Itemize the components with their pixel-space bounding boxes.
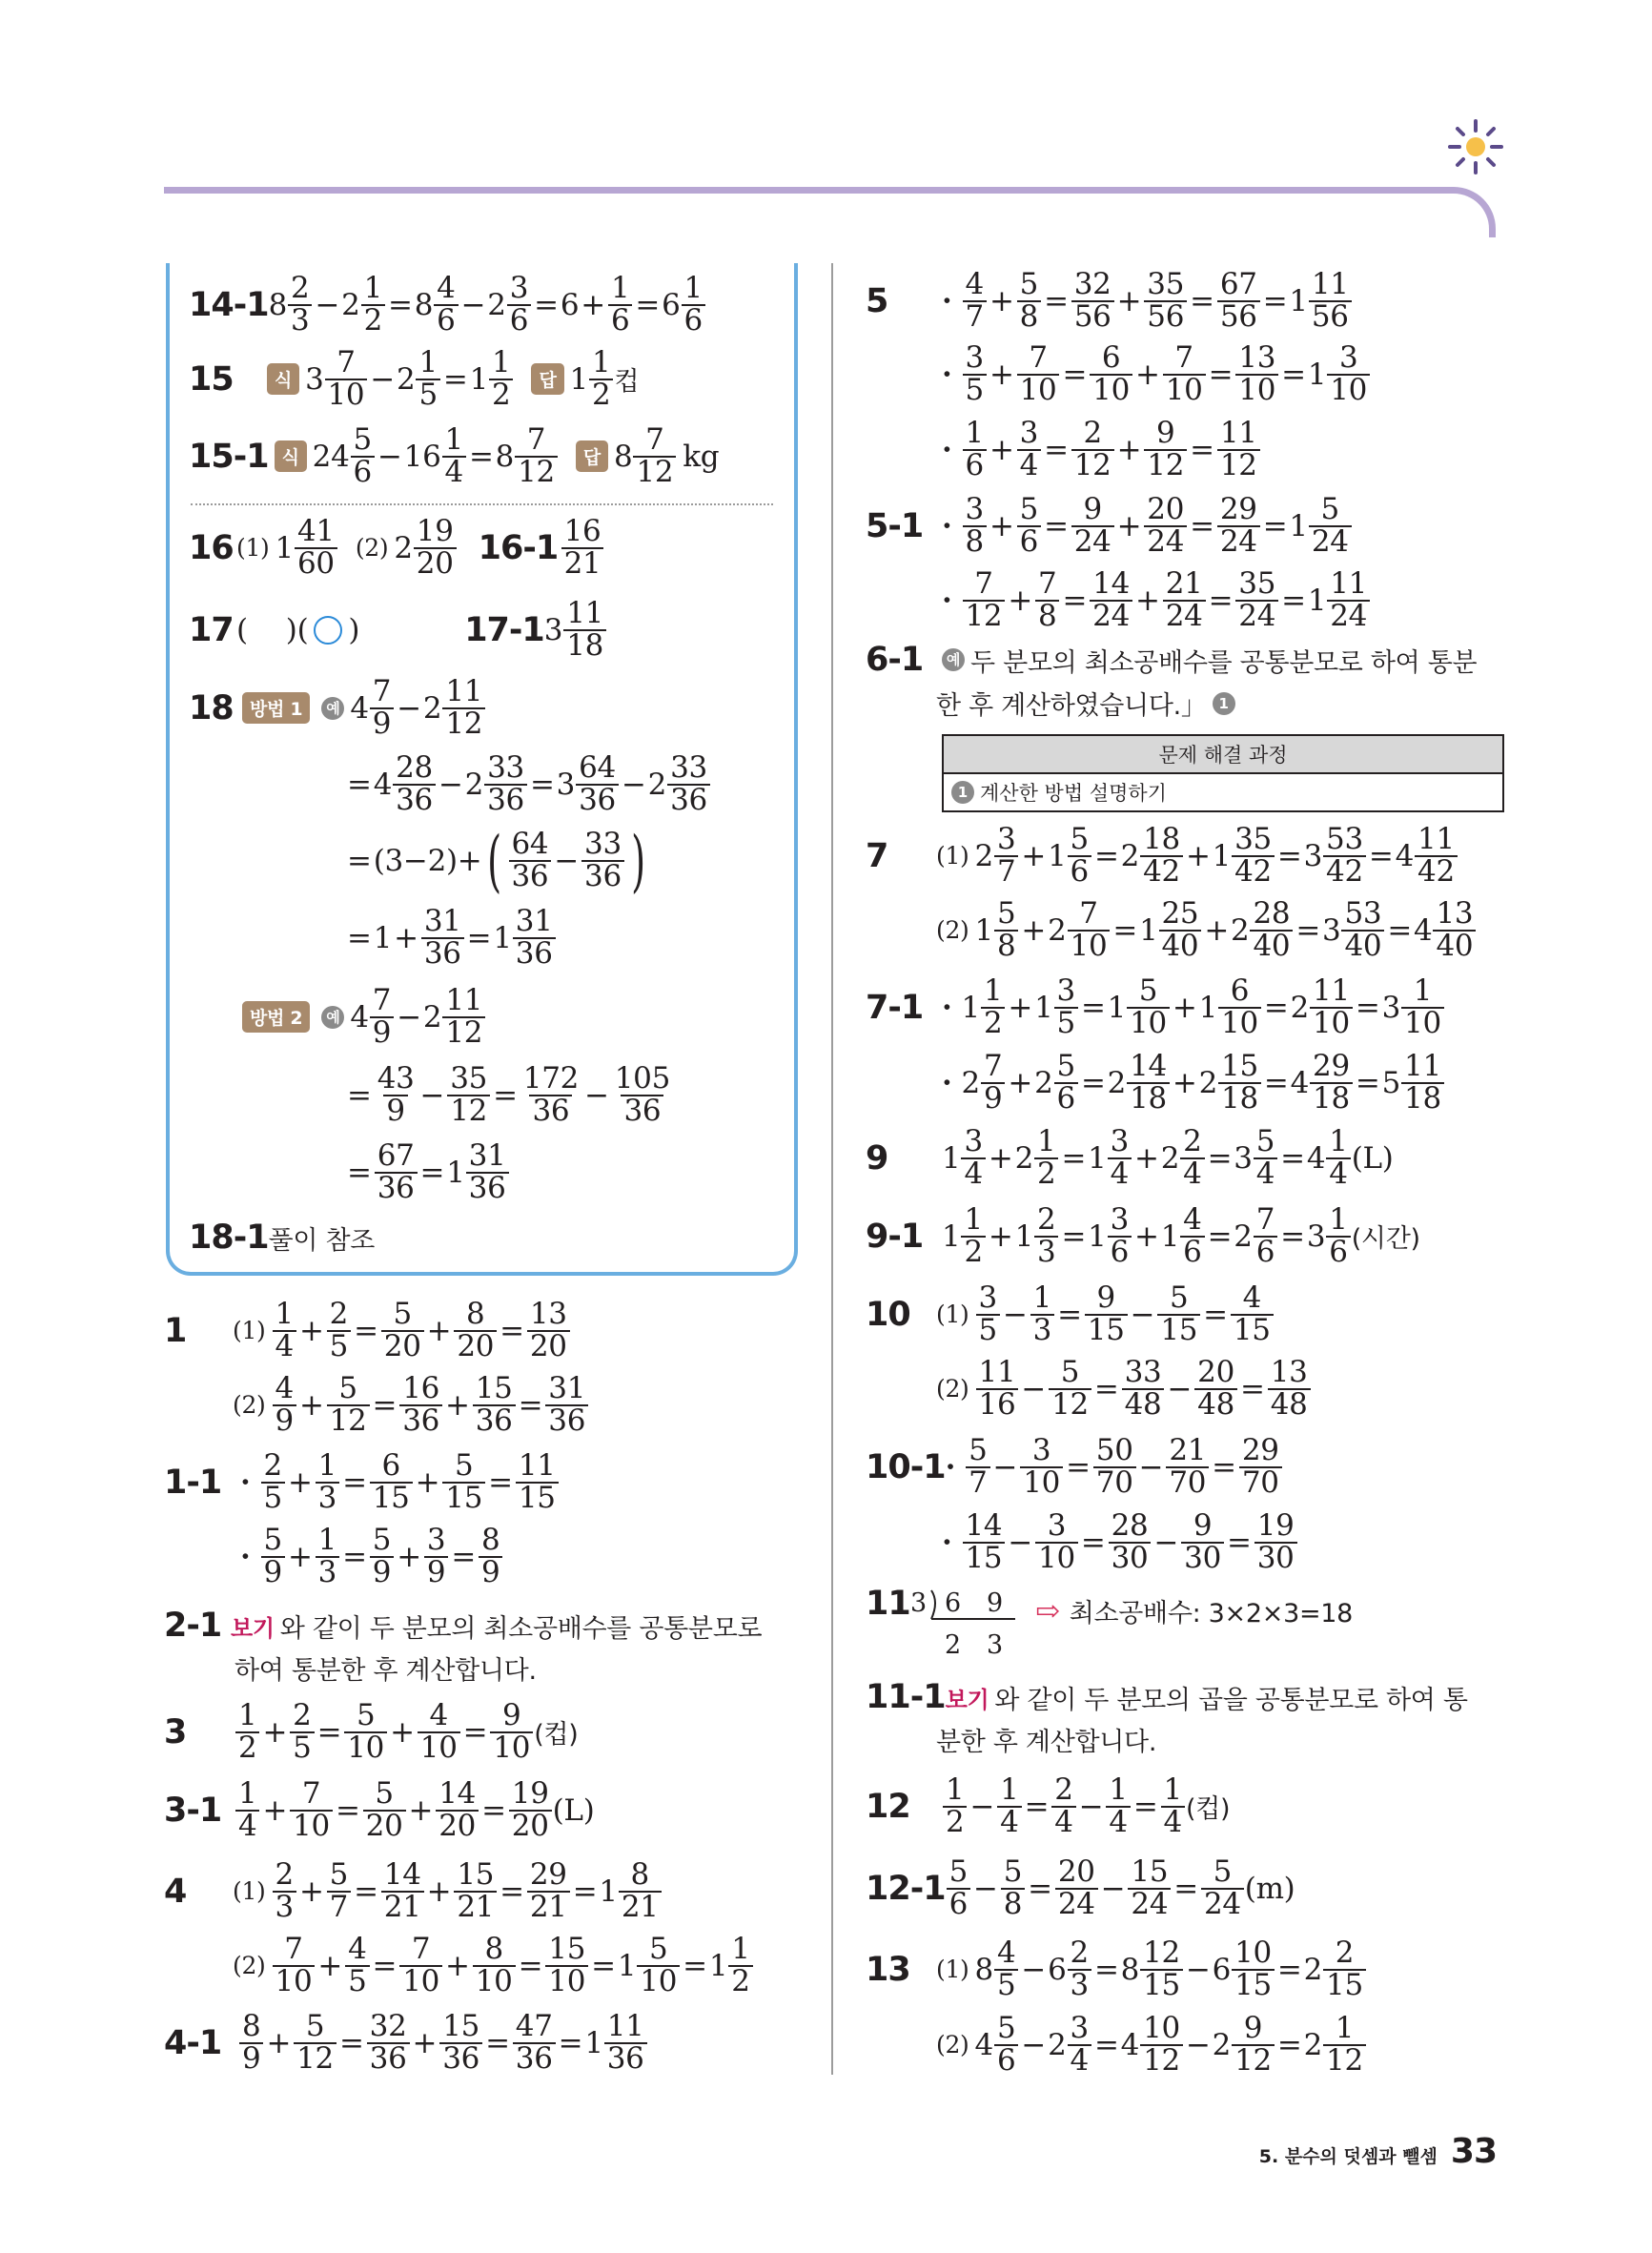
problem-number: 16-1	[478, 528, 559, 567]
header-rule	[164, 187, 1496, 237]
bogi-label: 보기	[231, 1614, 275, 1642]
problem-1: 1 (1) $\frac{1}{4}$ + $\frac{2}{5}$ = $\frac{5}{20}$ + $\frac{8}{20}$ = $\frac{13}{20}$	[164, 1300, 571, 1362]
step-mark: 1	[1213, 692, 1235, 715]
problem-18-method1: 18 방법 1 예 4 $\frac{7}{9}$ − 2 $\frac{11}{12}$	[189, 677, 486, 739]
problem-5-b: · $\frac{3}{5}$ + $\frac{7}{10}$ = $\frac{6}{10}$ + $\frac{7}{10}$ = $\frac{13}{10}$ = 1 $\frac{3}{10}$	[942, 343, 1371, 405]
unit: (컵)	[534, 1720, 579, 1751]
problem-number: 5-1	[866, 506, 924, 545]
problem-number: 17	[189, 610, 234, 649]
circle-mark-icon	[314, 616, 342, 645]
equation-line: = (3−2)+ ( $\frac{64}{36}$ − $\frac{33}{36}$ )	[347, 821, 645, 900]
problem-2-1-cont: 하여 통분한 후 계산합니다.	[235, 1656, 537, 1686]
part-label: (2)	[936, 2031, 969, 2059]
part-label: (1)	[233, 1317, 266, 1345]
problem-number: 16	[189, 528, 234, 567]
page-footer	[1259, 2132, 1497, 2171]
problem-4-part2: (2) $\frac{7}{10}$ + $\frac{4}{5}$ = $\frac{7}{10}$ + $\frac{8}{10}$ = $\frac{15}{10}$ = 1 $\frac{5}{10}$ = 1 $\frac{1}{2}$	[233, 1935, 754, 1997]
problem-number: 13	[866, 1950, 910, 1989]
problem-number: 9	[866, 1138, 888, 1178]
arrow-icon: ⇨	[1035, 1593, 1060, 1628]
problem-9: 9 1 $\frac{3}{4}$ + 2 $\frac{1}{2}$ = 1 $\frac{3}{4}$ + 2 $\frac{2}{4}$ = 3 $\frac{5}{4}$ = 4 $\frac{1}{4}$ (L)	[866, 1124, 1394, 1191]
problem-number: 12-1	[866, 1869, 946, 1908]
problem-4: 4 (1) $\frac{2}{3}$ + $\frac{5}{7}$ = $\frac{14}{21}$ + $\frac{15}{21}$ = $\frac{29}{21}$ = 1 $\frac{8}{21}$	[164, 1860, 663, 1922]
part-label: (1)	[936, 1301, 969, 1329]
problem-3: 3 $\frac{1}{2}$ + $\frac{2}{5}$ = $\frac{5}{10}$ + $\frac{4}{10}$ = $\frac{9}{10}$ (컵)	[164, 1698, 579, 1765]
table-header: 문제 해결 과정	[944, 736, 1502, 774]
problem-number: 1-1	[164, 1463, 222, 1502]
problem-1-1: 1-1 · $\frac{2}{5}$ + $\frac{1}{3}$ = $\frac{6}{15}$ + $\frac{5}{15}$ = $\frac{11}{15}$	[164, 1451, 560, 1513]
unit: (L)	[552, 1792, 595, 1828]
problem-12-1: 12-1 $\frac{5}{6}$ − $\frac{5}{8}$ = $\frac{20}{24}$ − $\frac{15}{24}$ = $\frac{5}{24}$ (m)	[866, 1854, 1295, 1921]
part-label: (1)	[936, 842, 969, 870]
problem-7-1: 7-1 · 1 $\frac{1}{2}$ + 1 $\frac{3}{5}$ = 1 $\frac{5}{10}$ + 1 $\frac{6}{10}$ = 2 $\frac{11}{10}$ = 3 $\frac{1}{10}$	[866, 976, 1445, 1038]
quotient: 3	[987, 1630, 1004, 1660]
problem-12: 12 $\frac{1}{2}$ − $\frac{1}{4}$ = $\frac{2}{4}$ − $\frac{1}{4}$ = $\frac{1}{4}$ (컵)	[866, 1772, 1231, 1839]
dap-tag: 답	[531, 363, 563, 395]
problem-number: 12	[866, 1787, 910, 1826]
problem-5-1: 5-1 · $\frac{3}{8}$ + $\frac{5}{6}$ = $\frac{9}{24}$ + $\frac{20}{24}$ = $\frac{29}{24}$ = 1 $\frac{5}{24}$	[866, 495, 1353, 557]
unit: (L)	[1351, 1140, 1394, 1176]
problem-5-c: · $\frac{1}{6}$ + $\frac{3}{4}$ = $\frac{2}{12}$ + $\frac{9}{12}$ = $\frac{11}{12}$	[942, 419, 1261, 481]
problem-number: 10	[866, 1295, 910, 1334]
part-label: (2)	[233, 1391, 266, 1420]
problem-1-part2: (2) $\frac{4}{9}$ + $\frac{5}{12}$ = $\frac{16}{36}$ + $\frac{15}{36}$ = $\frac{31}{36}$	[233, 1374, 589, 1436]
quotient: 2	[945, 1630, 962, 1660]
method-tag: 방법 2	[242, 1001, 310, 1033]
problem-4-1: 4-1 $\frac{8}{9}$ + $\frac{5}{12}$ = $\frac{32}{36}$ + $\frac{15}{36}$ = $\frac{47}{36}$ = 1 $\frac{11}{36}$	[164, 2012, 648, 2074]
dividend: 6	[945, 1588, 962, 1618]
problem-number: 18	[189, 688, 234, 727]
problem-number: 10-1	[866, 1447, 946, 1486]
dividend: 9	[987, 1588, 1004, 1618]
problem-5-1-b: · $\frac{7}{12}$ + $\frac{7}{8}$ = $\frac{14}{24}$ + $\frac{21}{24}$ = $\frac{35}{24}$ = 1 $\frac{11}{24}$	[942, 569, 1371, 631]
problem-7-part2: (2) 1 $\frac{5}{8}$ + 2 $\frac{7}{10}$ = 1 $\frac{25}{40}$ + 2 $\frac{28}{40}$ = 3 $\frac{53}{40}$ = 4 $\frac{13}{40}$	[936, 899, 1477, 961]
example-mark: 예	[942, 648, 965, 671]
unit: (m)	[1244, 1871, 1295, 1906]
box-divider	[191, 503, 773, 505]
part-label: (2)	[233, 1952, 266, 1980]
problem-15-1: 15-1 식 24 $\frac{5}{6}$ − 16 $\frac{1}{4}$ = 8 $\frac{7}{12}$ 답 8 $\frac{7}{12}$ kg	[189, 422, 720, 489]
problem-number: 18-1	[189, 1219, 269, 1257]
problem-number: 6-1	[866, 641, 924, 679]
problem-11	[866, 1585, 911, 1623]
problem-14-1: 14-1 8 $\frac{2}{3}$ − 2 $\frac{1}{2}$ = 8 $\frac{4}{6}$ − 2 $\frac{3}{6}$ = 6 + $\frac{1}{6}$ = 6 $\frac{1}{6}$	[189, 274, 706, 336]
problem-number: 17-1	[464, 610, 544, 649]
problem-15: 15 식 3 $\frac{7}{10}$ − 2 $\frac{1}{5}$ = 1 $\frac{1}{2}$ 답 1 $\frac{1}{2}$ 컵	[189, 345, 640, 412]
example-mark: 예	[321, 1006, 344, 1029]
table-row: 1 계산한 방법 설명하기	[944, 774, 1502, 810]
problem-1-1-b: · $\frac{5}{9}$ + $\frac{1}{3}$ = $\frac{5}{9}$ + $\frac{3}{9}$ = $\frac{8}{9}$	[240, 1526, 503, 1587]
problem-11-result: ⇨ 최소공배수: 3×2×3=18	[1035, 1593, 1354, 1628]
sun-icon	[1447, 118, 1504, 175]
dap-tag: 답	[576, 440, 608, 472]
ladder-division	[910, 1581, 1025, 1667]
solve-process-table	[942, 734, 1504, 812]
problem-13-part2: (2) 4 $\frac{5}{6}$ − 2 $\frac{3}{4}$ = 4 $\frac{10}{12}$ − 2 $\frac{9}{12}$ = 2 $\frac{1}{12}$	[936, 2014, 1367, 2076]
problem-6-1: 6-1 예 두 분모의 최소공배수를 공통분모로 하여 통분	[866, 641, 1478, 679]
problem-17: 17 ( ) ( ) 17-1 3 $\frac{11}{18}$	[189, 599, 607, 661]
problem-2-1: 2-1 보기 와 같이 두 분모의 최소공배수를 공통분모로	[164, 1607, 763, 1645]
problem-7-1-b: · 2 $\frac{7}{9}$ + 2 $\frac{5}{6}$ = 2 $\frac{14}{18}$ + 2 $\frac{15}{18}$ = 4 $\frac{29}{18}$ = 5 $\frac{11}{18}$	[942, 1052, 1445, 1114]
problem-11-1-cont: 분한 후 계산합니다.	[936, 1728, 1157, 1757]
divisor: 3	[910, 1588, 928, 1618]
chapter-title: 5. 분수의 덧셈과 뺄셈	[1258, 2146, 1438, 2167]
problem-number: 11-1	[866, 1678, 946, 1716]
problem-7: 7 (1) 2 $\frac{3}{7}$ + 1 $\frac{5}{6}$ = 2 $\frac{18}{42}$ + 1 $\frac{35}{42}$ = 3 $\frac{53}{42}$ = 4 $\frac{11}{42}$	[866, 825, 1458, 887]
problem-16: 16 (1) 1 $\frac{41}{60}$ (2) 2 $\frac{19}{20}$ 16-1 $\frac{16}{21}$	[189, 517, 604, 579]
step-mark: 1	[951, 781, 974, 804]
unit: (컵)	[1185, 1794, 1231, 1825]
problem-number: 14-1	[189, 285, 269, 324]
problem-number: 4	[164, 1872, 187, 1911]
problem-number: 11	[866, 1585, 910, 1623]
bogi-label: 보기	[945, 1686, 989, 1713]
equation-line: = 4 $\frac{28}{36}$ − 2 $\frac{33}{36}$ = 3 $\frac{64}{36}$ − 2 $\frac{33}{36}$	[345, 753, 711, 815]
problem-number: 9-1	[866, 1217, 924, 1256]
sik-tag: 식	[267, 363, 299, 395]
part-label: (2)	[936, 916, 969, 945]
part-label: (2)	[936, 1375, 969, 1403]
problem-number: 1	[164, 1311, 187, 1350]
method-tag: 방법 1	[242, 692, 310, 724]
problem-number: 2-1	[164, 1607, 222, 1645]
problem-10-part2: (2) $\frac{11}{16}$ − $\frac{5}{12}$ = $\frac{33}{48}$ − $\frac{20}{48}$ = $\frac{13}{48}$	[936, 1358, 1312, 1420]
problem-number: 3-1	[164, 1791, 222, 1830]
problem-number: 3	[164, 1712, 187, 1751]
answer-text: 풀이 참조	[268, 1225, 376, 1256]
problem-number: 7-1	[866, 988, 924, 1027]
part-label: (1)	[236, 534, 270, 563]
problem-18-method2: 방법 2 예 4 $\frac{7}{9}$ − 2 $\frac{11}{12}$	[236, 986, 486, 1048]
problem-6-1-cont: 한 후 계산하였습니다.」 1	[936, 685, 1241, 722]
problem-number: 4-1	[164, 2023, 222, 2062]
problem-11-1: 11-1 보기 와 같이 두 분모의 곱을 공통분모로 하여 통	[866, 1678, 1468, 1716]
sik-tag: 식	[275, 440, 307, 472]
problem-number: 15	[189, 359, 234, 399]
unit: 컵	[614, 367, 640, 398]
equation-line: = $\frac{67}{36}$ = 1 $\frac{31}{36}$	[345, 1141, 510, 1203]
part-label: (1)	[233, 1877, 266, 1906]
example-mark: 예	[321, 697, 344, 720]
page-number: 33	[1450, 2132, 1497, 2171]
problem-10-1: 10-1 · $\frac{5}{7}$ − $\frac{3}{10}$ = $\frac{50}{70}$ − $\frac{21}{70}$ = $\frac{29}{70}$	[866, 1436, 1283, 1498]
problem-9-1: 9-1 1 $\frac{1}{2}$ + 1 $\frac{2}{3}$ = 1 $\frac{3}{6}$ + 1 $\frac{4}{6}$ = 2 $\frac{7}{6}$ = 3 $\frac{1}{6}$ (시간)	[866, 1202, 1420, 1269]
problem-number: 7	[866, 836, 888, 875]
problem-3-1: 3-1 $\frac{1}{4}$ + $\frac{7}{10}$ = $\frac{5}{20}$ + $\frac{14}{20}$ = $\frac{19}{20}$ (L)	[164, 1776, 595, 1843]
problem-13: 13 (1) 8 $\frac{4}{5}$ − 6 $\frac{2}{3}$ = 8 $\frac{12}{15}$ − 6 $\frac{10}{15}$ = 2 $\frac{2}{15}$	[866, 1938, 1367, 2000]
problem-10: 10 (1) $\frac{3}{5}$ − $\frac{1}{3}$ = $\frac{9}{15}$ − $\frac{5}{15}$ = $\frac{4}{15}$	[866, 1283, 1275, 1345]
problem-10-1-b: · $\frac{14}{15}$ − $\frac{3}{10}$ = $\frac{28}{30}$ − $\frac{9}{30}$ = $\frac{19}{30}$	[942, 1511, 1298, 1573]
problem-number: 5	[866, 281, 888, 320]
unit: kg	[683, 439, 720, 474]
equation-line: = 1 + $\frac{31}{36}$ = 1 $\frac{31}{36}$	[345, 907, 557, 969]
equation-line: = $\frac{43}{9}$ − $\frac{35}{12}$ = $\frac{172}{36}$ − $\frac{105}{36}$	[347, 1061, 671, 1128]
column-divider	[831, 263, 833, 2075]
problem-number: 15-1	[189, 437, 269, 476]
part-label: (2)	[355, 534, 389, 563]
unit: (시간)	[1351, 1224, 1420, 1255]
problem-5: 5 · $\frac{4}{7}$ + $\frac{5}{8}$ = $\frac{32}{56}$ + $\frac{35}{56}$ = $\frac{67}{56}$ = 1 $\frac{11}{56}$	[866, 270, 1353, 332]
problem-18-1	[189, 1219, 375, 1257]
part-label: (1)	[936, 1956, 969, 1984]
